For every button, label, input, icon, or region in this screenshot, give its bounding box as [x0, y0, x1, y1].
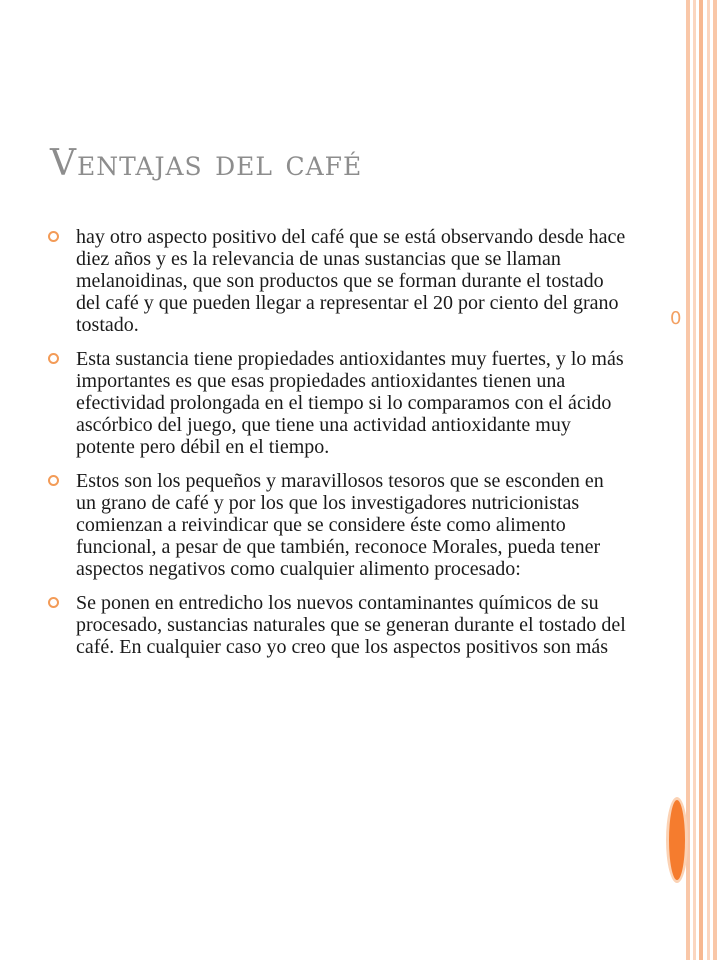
decorative-stripe-4	[707, 0, 710, 960]
page-number: 0	[670, 308, 682, 329]
bullet-circle-icon	[48, 597, 59, 608]
slide-title: Ventajas del café	[50, 143, 363, 184]
bullet-item	[48, 348, 628, 458]
decorative-stripe-3	[699, 0, 703, 960]
bullet-text: Esta sustancia tiene propiedades antioxidantes muy fuertes, y lo más importantes es que esas propiedades antioxidantes tienen una efectividad prolongada en el tiempo si lo comparamos con el ácido ascórbico del juego, que tiene una actividad antioxidante muy potente pero débil en el tiempo.	[76, 348, 624, 458]
bullet-item	[48, 592, 628, 658]
decorative-oval-icon	[669, 800, 685, 880]
bullet-text: Estos son los pequeños y maravillosos tesoros que se esconden en un grano de café y por los que los investigadores nutricionistas comienzan a reivindicar que se considere éste como alimento funcional, a pesar de que también, reconoce Morales, pueda tener aspectos negativos como cualquier alimento procesado:	[76, 470, 604, 580]
bullet-circle-icon	[48, 353, 59, 364]
bullet-circle-icon	[48, 475, 59, 486]
bullet-text: Se ponen en entredicho los nuevos contaminantes químicos de su procesado, sustancias naturales que se generan durante el tostado del café. En cualquier caso yo creo que los aspectos positivos son más	[76, 592, 626, 658]
decorative-stripe-1	[686, 0, 690, 960]
bullet-item	[48, 226, 628, 336]
bullet-circle-icon	[48, 231, 59, 242]
bullet-text: hay otro aspecto positivo del café que se está observando desde hace diez años y es la relevancia de unas sustancias que se llaman melanoidinas, que son productos que se forman durante el tostado del café y que pueden llegar a representar el 20 por ciento del grano tostado.	[76, 226, 626, 336]
decorative-stripe-5	[713, 0, 717, 960]
decorative-stripe-2	[693, 0, 696, 960]
bullet-item	[48, 470, 628, 580]
bullet-list	[48, 226, 628, 670]
